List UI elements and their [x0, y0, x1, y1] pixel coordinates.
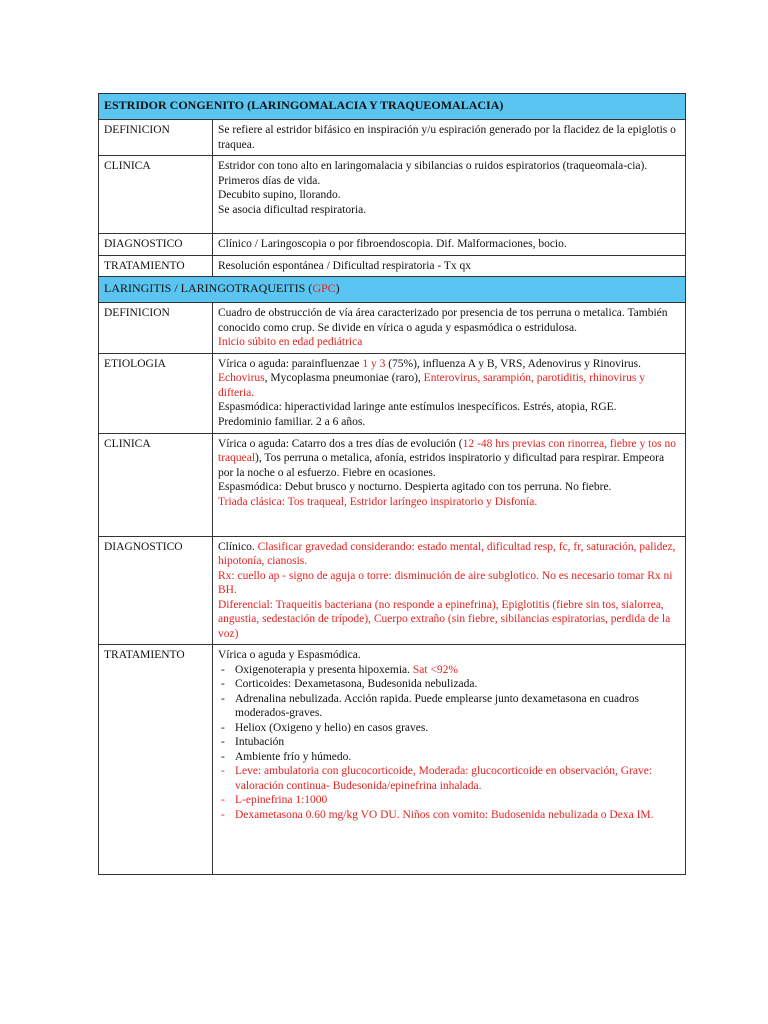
label-clinica: CLINICA: [99, 156, 213, 234]
title-end: ): [335, 281, 340, 295]
row-laringitis-tratamiento: [99, 645, 686, 875]
text-para: [218, 357, 680, 401]
text-line: Predominio familiar. 2 a 6 años.: [218, 415, 366, 428]
treatment-list: [218, 663, 680, 823]
row-estridor-clinica: [99, 156, 686, 234]
text-span: Clínico.: [218, 540, 258, 553]
row-estridor-definicion: [99, 120, 686, 156]
text-span: Vírica o aguda: Catarro dos a tres días de evolución (: [218, 437, 463, 450]
row-estridor-tratamiento: [99, 255, 686, 277]
text-line: Espasmódica: Debut brusco y nocturno. Despierta agitado con tos perruna. No fiebre.: [218, 481, 612, 493]
text-line: Espasmódica: hiperactividad laringe ante estímulos inespecíficos. Estrés, atopia, RGE.: [218, 401, 617, 413]
list-item: - Ambiente frío y húmedo.: [218, 750, 680, 765]
text-line-highlight: Rx: cuello ap - signo de aguja o torre: disminución de aire subglotico. No es necesario tomar Rx ni BH.: [218, 569, 673, 596]
text-span-highlight: 12 -48 hrs previas con rinorrea, fiebre y tos no traqueal: [218, 437, 676, 464]
list-item-highlight: - Leve: ambulatoria con glucocorticoide, Moderada: glucocorticoide en observación, Grave: valoración continua- Budesonida/epinefrina inhalada.: [218, 764, 680, 793]
label-diagnostico: DIAGNOSTICO: [99, 536, 213, 645]
text-para: [218, 437, 680, 481]
text-estridor-diagnostico: Clínico / Laringoscopia o por fibroendoscopia. Dif. Malformaciones, bocio.: [213, 234, 686, 256]
text-line-highlight: Inicio súbito en edad pediátrica: [218, 336, 363, 348]
text-line: Decubito supino, llorando.: [218, 189, 341, 201]
text-estridor-tratamiento: Resolución espontánea / Dificultad respiratoria - Tx qx: [213, 255, 686, 277]
text-laringitis-clinica: [213, 433, 686, 536]
text-laringitis-definicion: [213, 303, 686, 354]
label-tratamiento: TRATAMIENTO: [99, 645, 213, 875]
section-title-laringitis: [99, 277, 686, 303]
text-estridor-definicion: Se refiere al estridor bifásico en inspiración y/u espiración generado por la flacidez de la epiglotis o traquea.: [213, 120, 686, 156]
list-item: - Adrenalina nebulizada. Acción rapida. Puede emplearse junto dexametasona en cuadros moderados-graves.: [218, 692, 680, 721]
row-laringitis-definicion: [99, 303, 686, 354]
text-span-highlight: 1 y 3: [362, 357, 386, 370]
text-line: Vírica o aguda y Espasmódica.: [218, 649, 361, 661]
text-span: Vírica o aguda: parainfluenzae: [218, 357, 363, 370]
label-diagnostico: DIAGNOSTICO: [99, 234, 213, 256]
text-line: Cuadro de obstrucción de vía área caracterizado por presencia de tos perruna o metalica. También conocido como crup. Se divide en vírica o aguda y espasmódica o estridulosa.: [218, 307, 668, 334]
section-title-estridor: ESTRIDOR CONGENITO (LARINGOMALACIA Y TRAQUEOMALACIA): [99, 94, 686, 120]
text-estridor-clinica: [213, 156, 686, 234]
gpc-tag: GPC: [312, 281, 336, 295]
text-line-highlight: Diferencial: Traqueitis bacteriana (no responde a epinefrina), Epiglotitis (fiebre sin tos, sialorrea, angustia, sedestación de trípode), Cuerpo extraño (sin fiebre, sibilancias espiratorias, perdida de la voz): [218, 598, 671, 640]
list-item: [218, 663, 680, 678]
label-etiologia: ETIOLOGIA: [99, 353, 213, 433]
text-laringitis-etiologia: [213, 353, 686, 433]
row-laringitis-etiologia: [99, 353, 686, 433]
label-definicion: DEFINICION: [99, 120, 213, 156]
row-estridor-diagnostico: [99, 234, 686, 256]
text-span-highlight: Echovirus: [218, 372, 265, 384]
section-header-laringitis: [99, 277, 686, 303]
title-main: LARINGITIS / LARINGOTRAQUEITIS (: [104, 281, 313, 295]
text-span: ), Tos perruna o metalica, afonía, estridos inspiratorio y dificultad para respirar. Empeora por la noche o al esfuerzo. Fiebre en ocasiones.: [218, 452, 665, 479]
text-line-highlight: Triada clásica: Tos traqueal, Estridor laríngeo inspiratorio y Disfonía.: [218, 495, 538, 508]
text-para: [218, 540, 680, 569]
row-laringitis-clinica: [99, 433, 686, 536]
section-header-estridor: [99, 94, 686, 120]
text-laringitis-tratamiento: [213, 645, 686, 875]
text-line: Primeros días de vida.: [218, 174, 321, 187]
list-item-highlight: - Dexametasona 0.60 mg/kg VO DU. Niños con vomito: Budosenida nebulizada o Dexa IM.: [218, 808, 680, 823]
text-span-highlight: Sat <92%: [412, 663, 459, 676]
list-item: - Corticoides: Dexametasona, Budesonida nebulizada.: [218, 677, 680, 692]
text-span: , Mycoplasma pneumoniae (raro),: [264, 372, 424, 384]
list-item: - Heliox (Oxigeno y helio) en casos graves.: [218, 721, 680, 736]
label-clinica: CLINICA: [99, 433, 213, 536]
text-span: Oxigenoterapia y presenta hipoxemia.: [235, 663, 413, 676]
text-line: Estridor con tono alto en laringomalacia y sibilancias o ruidos espiratorios (traqueomala-cia).: [218, 160, 648, 172]
label-definicion: DEFINICION: [99, 303, 213, 354]
clinical-table: [98, 93, 686, 875]
text-line: Se asocia dificultad respiratoria.: [218, 203, 367, 216]
row-laringitis-diagnostico: [99, 536, 686, 645]
text-span: (75%), influenza A y B, VRS, Adenovirus y Rinovirus.: [385, 357, 641, 370]
label-tratamiento: TRATAMIENTO: [99, 255, 213, 277]
text-span-highlight: Clasificar gravedad considerando: estado mental, dificultad resp, fc, fr, saturación, palidez, hipotonía, cianosis.: [218, 540, 676, 567]
text-laringitis-diagnostico: [213, 536, 686, 645]
text-span-highlight: Enterovirus, sarampión, parotiditis, rhinovirus y difteria.: [218, 372, 646, 399]
list-item-highlight: - L-epinefrina 1:1000: [218, 793, 680, 808]
list-item: - Intubación: [218, 735, 680, 750]
